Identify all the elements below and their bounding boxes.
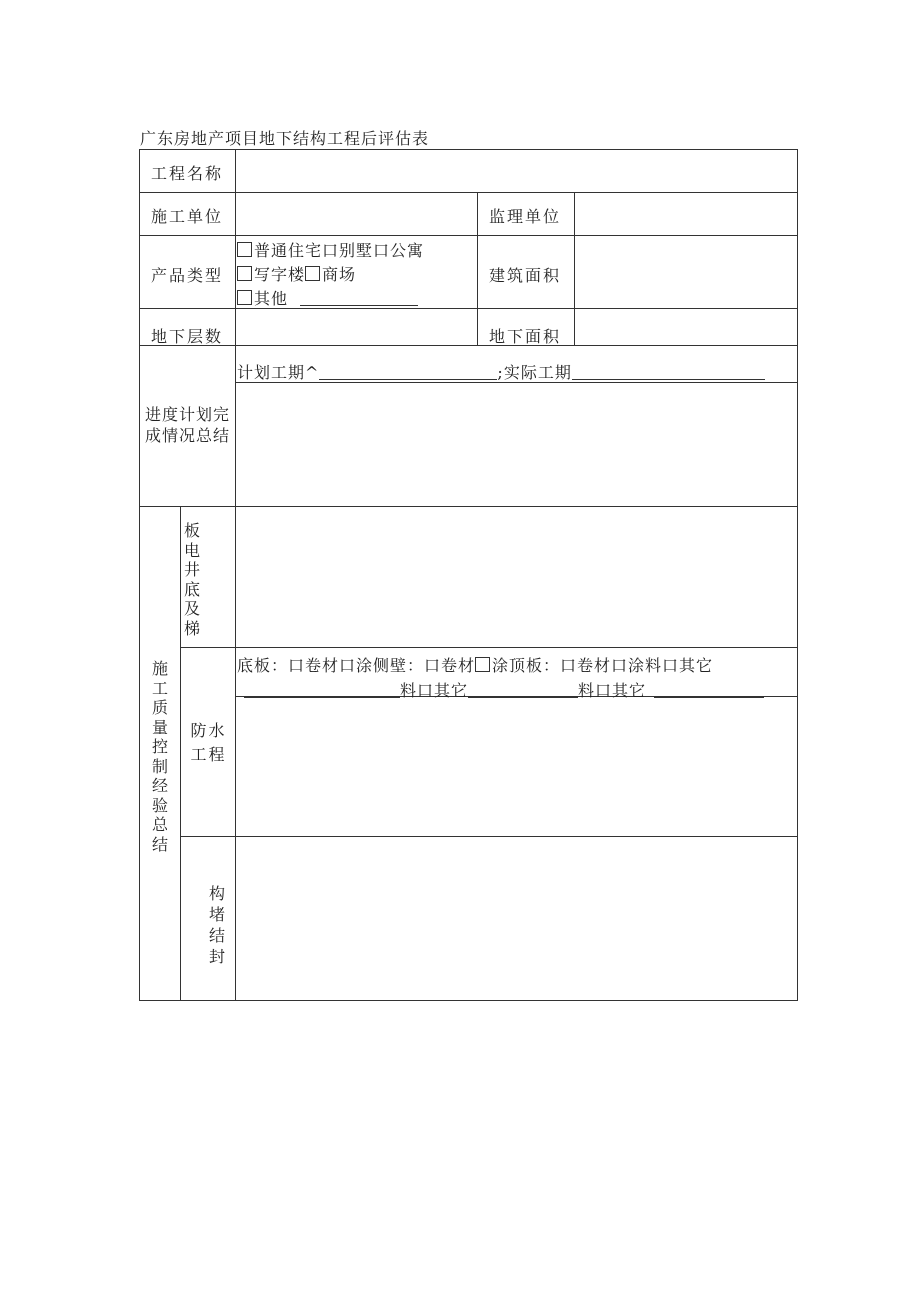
construction-unit-label: 施工单位 [151,207,224,226]
waterproof-line1: 防水 [190,721,227,740]
supervision-unit-field[interactable] [576,194,796,234]
underground-area-field[interactable] [576,310,796,344]
wall-other-blank[interactable] [468,683,578,698]
plugging-field[interactable] [237,838,796,999]
row-divider [139,506,798,507]
waterproof-options-1a: 底板：口卷材口涂侧壁：口卷材 [237,656,476,675]
residential-checkbox[interactable] [237,242,252,257]
product-option-row1-label: 普通住宅口别墅口公寓 [254,241,425,260]
product-option-row1 [237,238,424,261]
floor-other-blank[interactable] [244,683,400,698]
roof-other-blank[interactable] [654,683,764,698]
building-area-field[interactable] [576,237,796,307]
row-divider [139,235,798,236]
row-divider [180,836,798,837]
planned-duration-blank[interactable] [319,365,497,380]
table-border-left [139,149,140,1001]
progress-summary-label [140,404,235,446]
progress-summary-line2: 成情况总结 [144,426,230,445]
column-divider [180,506,181,1001]
office-label: 写字楼 [254,265,306,284]
underground-floors-field[interactable] [237,310,476,344]
form-title: 广东房地产项目地下结构工程后评估表 [140,129,430,148]
waterproof-options-1b: 涂顶板：口卷材口涂料口其它 [492,656,714,675]
slab-section-label: 板电井底及梯 [183,521,200,638]
mall-checkbox[interactable] [305,266,320,281]
actual-duration-blank[interactable] [572,365,765,380]
row-divider [139,192,798,193]
slab-section-field[interactable] [237,508,796,646]
progress-summary-line1: 进度计划完 [144,405,230,424]
office-checkbox[interactable] [237,266,252,281]
building-area-label: 建筑面积 [489,266,562,285]
project-name-field[interactable] [237,151,796,191]
waterproof-options-line1 [237,653,713,676]
planned-duration-label: 计划工期^ [237,363,320,382]
other-checkbox[interactable] [237,290,252,305]
supervision-unit-label: 监理单位 [489,207,562,226]
column-divider [235,149,236,1001]
row-divider [139,345,798,346]
mall-label: 商场 [322,265,357,284]
underground-area-label: 地下面积 [489,327,562,346]
product-option-row2 [237,262,356,285]
table-border-right [797,149,798,1001]
waterproof-options-2b: 料口其它 [578,681,647,700]
waterproof-field[interactable] [237,698,796,835]
plugging-label: 构堵结封 [208,884,225,966]
other-label: 其他 [254,289,289,308]
row-divider [180,647,798,648]
table-border-top [139,149,798,150]
roof-coating-checkbox[interactable] [475,657,490,672]
actual-duration-label: ;实际工期 [497,363,572,382]
waterproof-label [182,719,235,767]
quality-summary-label: 施工质量控制经验总结 [151,659,168,854]
project-name-label: 工程名称 [151,164,224,183]
construction-unit-field[interactable] [237,194,476,234]
other-blank[interactable] [300,291,418,306]
column-divider [477,192,478,346]
column-divider [574,192,575,346]
waterproof-line2: 工程 [190,745,227,764]
table-border-bottom [139,1000,798,1001]
progress-summary-field[interactable] [237,384,796,505]
schedule-row [237,360,765,383]
waterproof-options-2a: 料口其它 [400,681,469,700]
product-option-row3 [237,286,418,309]
product-type-label: 产品类型 [151,266,224,285]
underground-floors-label: 地下层数 [151,327,224,346]
